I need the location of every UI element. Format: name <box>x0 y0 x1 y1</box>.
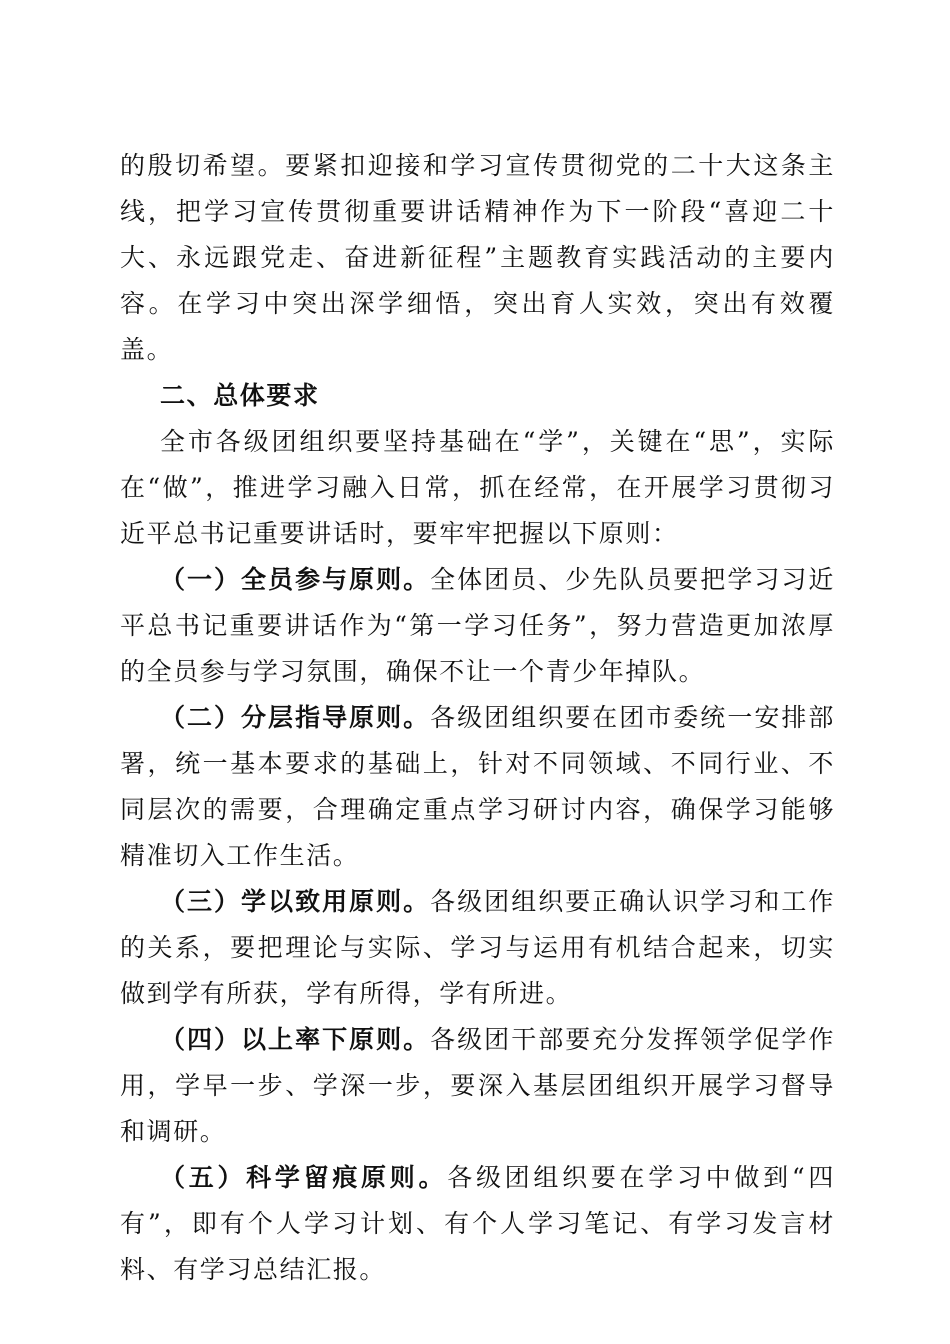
principle-text: 各级团组织要在团市委统一安排部署，统一基本要求的基础上，针对不同领域、不同行业、不同层次的需要，合理确定重点学习研讨内容，确保学习能够精准切入工作生活。 <box>120 703 835 870</box>
principle-paragraph <box>120 695 835 879</box>
principle-lead: （四）以上率下原则。 <box>160 1025 431 1054</box>
principle-paragraph <box>120 1017 835 1155</box>
principle-paragraph <box>120 1155 835 1293</box>
section-heading: 二、总体要求 <box>160 381 320 410</box>
document-page <box>120 143 835 1293</box>
principle-lead: （三）学以致用原则。 <box>160 887 431 916</box>
principle-lead: （五）科学留痕原则。 <box>160 1163 448 1192</box>
intro-paragraph: 的殷切希望。要紧扣迎接和学习宣传贯彻党的二十大这条主线，把学习宣传贯彻重要讲话精神作为下一阶段“喜迎二十大、永远跟党走、奋进新征程”主题教育实践活动的主要内容。在学习中突出深学细悟，突出育人实效，突出有效覆盖。 <box>120 151 835 364</box>
principle-text: 全体团员、少先队员要把学习习近平总书记重要讲话作为“第一学习任务”，努力营造更加浓厚的全员参与学习氛围，确保不让一个青少年掉队。 <box>120 565 835 686</box>
principle-text: 各级团干部要充分发挥领学促学作用，学早一步、学深一步，要深入基层团组织开展学习督导和调研。 <box>120 1025 835 1146</box>
principle-text: 各级团组织要在学习中做到“四有”，即有个人学习计划、有个人学习笔记、有学习发言材料、有学习总结汇报。 <box>120 1163 835 1284</box>
principle-text: 各级团组织要正确认识学习和工作的关系，要把理论与实际、学习与运用有机结合起来，切实做到学有所获，学有所得，学有所进。 <box>120 887 835 1008</box>
principle-paragraph <box>120 879 835 1017</box>
section-intro-paragraph: 全市各级团组织要坚持基础在“学”，关键在“思”，实际在“做”，推进学习融入日常，抓在经常，在开展学习贯彻习近平总书记重要讲话时，要牢牢把握以下原则： <box>120 427 835 548</box>
principle-lead: （二）分层指导原则。 <box>160 703 431 732</box>
principle-lead: （一）全员参与原则。 <box>160 565 431 594</box>
principle-paragraph <box>120 557 835 695</box>
